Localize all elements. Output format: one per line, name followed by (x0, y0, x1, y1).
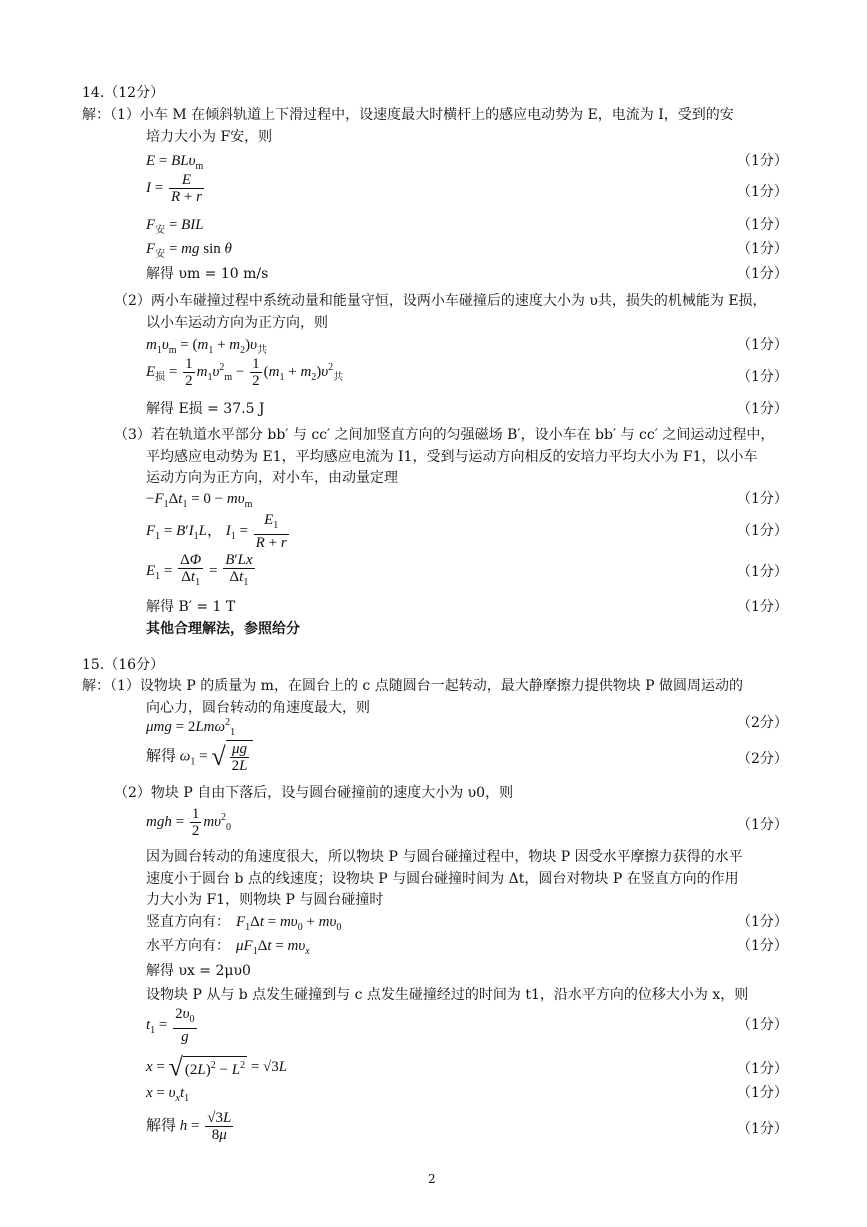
score: （1分） (737, 1121, 788, 1137)
equation-free-fall: mgh = $\frac{1}{2}$ $m\upsilon^2_0$ (146, 806, 232, 839)
score: （1分） (737, 184, 788, 200)
q15-part2-line3: 速度小于圆台 b 点的线速度；设物块 P 与圆台碰撞时间为 Δt，圆台对物块 P 在竖直方向的作用 (146, 871, 739, 887)
equation-ampere-force: $F_安$ = BIL (146, 217, 204, 236)
score: （1分） (737, 938, 788, 954)
equation-vertical-impulse: $F_1\Delta t = m\upsilon_0 + m\upsilon_0$ (236, 914, 342, 933)
score: （1分） (737, 491, 788, 507)
equation-avg-force: $F_1 = B'I_1L$， $I_1$ = $\frac{E_1}{R + r}$ (146, 512, 287, 551)
equation-height: 解得 h = $\frac{√3L}{8\mu}$ (146, 1110, 232, 1143)
equation-horizontal-impulse: $\mu F_1\Delta t = m\upsilon_x$ (236, 938, 310, 957)
equation-impulse: $-F_1\Delta t_1 = 0 - m\upsilon_m$ (146, 491, 253, 510)
q15-part1-line2: 向心力，圆台转动的角速度最大，则 (146, 700, 370, 716)
equation-emf: E = BLυ$_m$ (146, 153, 204, 172)
equation-force-balance: $F_安$ = mg sin θ (146, 241, 232, 260)
equation-time: $t_1$ = $\frac{2\upsilon_0}{g}$ (146, 1006, 195, 1045)
page-number: 2 (428, 1172, 436, 1186)
score: （1分） (737, 401, 788, 417)
q15-solve-vx: 解得 υx = 2μυ0 (146, 963, 251, 979)
equation-omega: 解得 $\omega_1$ = √ $\frac{\mu g}{2L}$ (146, 740, 253, 774)
q14-part1-line2: 培力大小为 F安，则 (146, 129, 273, 145)
equation-x-vt: $x = \upsilon_xt_1$ (146, 1085, 190, 1104)
score: （1分） (737, 1061, 788, 1077)
q14-part3-line3: 运动方向为正方向，对小车，由动量定理 (146, 470, 398, 486)
q14-header: 14.（12分） (82, 85, 165, 101)
q14-part2-line1: （2）两小车碰撞过程中系统动量和能量守恒，设两小车碰撞后的速度大小为 υ共，损失的机械能为 E损， (114, 293, 767, 309)
q15-part1-line1: 解：（1）设物块 P 的质量为 m，在圆台上的 c 点随圆台一起转动，最大静摩擦力提供物块 P 做圆周运动的 (82, 678, 744, 694)
equation-avg-emf: $E_1$ = $\frac{\Delta\Phi}{\Delta t_1}$ = $\frac{B'Lx}{\Delta t_1}$ (146, 552, 253, 588)
q14-note: 其他合理解法，参照给分 (146, 621, 300, 637)
horizontal-direction-label: 水平方向有： (146, 938, 230, 954)
equation-momentum: $m_1\upsilon_m = (m_1 + m_2)\upsilon_共$ (146, 337, 268, 356)
score: （1分） (737, 564, 788, 580)
equation-friction-centripetal: μmg = 2Lmω$^2_1$ (146, 717, 236, 738)
q15-part2-line2: 因为圆台转动的角速度很大，所以物块 P 与圆台碰撞过程中，物块 P 因受水平摩擦力获得的水平 (146, 849, 743, 865)
q14-solve-b: 解得 B′ = 1 T (146, 599, 236, 615)
score: （2分） (737, 715, 788, 731)
q15-header: 15.（16分） (82, 657, 165, 673)
score: （1分） (737, 599, 788, 615)
equation-current: I = $\frac{E}{R + r}$ (146, 172, 202, 205)
score: （1分） (737, 337, 788, 353)
score: （1分） (737, 523, 788, 539)
q15-part2-line5: 设物块 P 从与 b 点发生碰撞到与 c 点发生碰撞经过的时间为 t1，沿水平方向的位移大小为 x，则 (146, 987, 749, 1003)
score: （2分） (737, 751, 788, 767)
score: （1分） (737, 369, 788, 385)
equation-energy-loss: $E_损$ = $\frac{1}{2}$ $m_1\upsilon^2_m$ − $\frac{1}{2}$ $(m_1 + m_2)\upsilon^2_共$ (146, 356, 344, 389)
q14-part3-line2: 平均感应电动势为 E1，平均感应电流为 I1，受到与运动方向相反的安培力平均大小为 F1，以小车 (146, 449, 758, 465)
score: （1分） (737, 153, 788, 169)
score: （1分） (737, 266, 788, 282)
score: （1分） (737, 914, 788, 930)
score: （1分） (737, 217, 788, 233)
vertical-direction-label: 竖直方向有： (146, 914, 230, 930)
q14-solve-eloss: 解得 E损 = 37.5 J (146, 401, 265, 417)
q15-part2-line4: 力大小为 F1，则物块 P 与圆台碰撞时 (146, 892, 384, 908)
score: （1分） (737, 241, 788, 257)
score: （1分） (737, 1017, 788, 1033)
q14-solve-vm: 解得 υm = 10 m/s (146, 266, 269, 282)
q15-part2-line1: （2）物块 P 自由下落后，设与圆台碰撞前的速度大小为 υ0，则 (114, 785, 514, 801)
equation-displacement: x = √ $(2L)^2 - L^2 = √3L$ (146, 1052, 288, 1082)
q14-part3-line1: （3）若在轨道水平部分 bb′ 与 cc′ 之间加竖直方向的匀强磁场 B′，设小车在 bb′ 与 cc′ 之间运动过程中， (114, 427, 775, 443)
q14-part1-line1: 解：（1）小车 M 在倾斜轨道上下滑过程中，设速度最大时横杆上的感应电动势为 E，电流为 I，受到的安 (82, 107, 734, 123)
score: （1分） (737, 817, 788, 833)
score: （1分） (737, 1085, 788, 1101)
q14-part2-line2: 以小车运动方向为正方向，则 (146, 315, 328, 331)
